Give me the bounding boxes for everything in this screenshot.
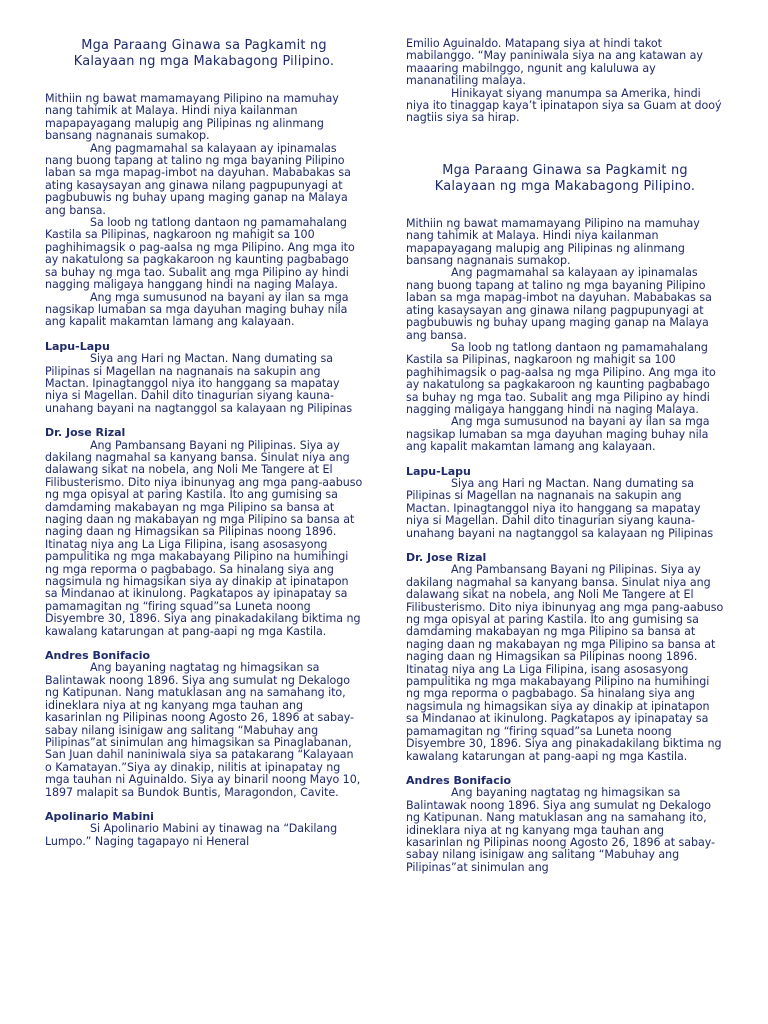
hero-heading-bonifacio: Andres Bonifacio [406,773,512,787]
hero-text-rizal: Ang Pambansang Bayani ng Pilipinas. Siya ay dakilang nagmahal sa kanyang bansa. Sinulat niya ang dalawang sikat na nobela, ang Noli Me Tangere at El Filibusterismo. Dito niya ibinunyag ang mga pang-aabuso ng mga opisyal at paring Kastila. Ito ang gumising sa damdaming makabayan ng mga Pilipino sa bansa at naging daan ng makabayan ng mga Pilipino sa bansa at naging daan ng Himagsikan sa Pilipinas noong 1896. Itinatag niya ang La Liga Filipina, isang asosasyong pampulitika ng mga makabayang Pilipino na humihingi ng mga reporma o pagbabago. Sa hinalang siya ang nagsimula ng himagsikan siya ay dinakip at ipinatapon sa Mindanao at ikinulong. Pagkatapos ay ipinapatay sa pamamagitan ng “firing squad”sa Luneta noong Disyembre 30, 1896. Siya ang pinakadakilang biktima ng kawalang katarungan at pang-aapi ng mga Kastila. [406,563,724,763]
hero-text-mabini: Si Apolinario Mabini ay tinawag na “Dakilang Lumpo.” Naging tagapayo ni Heneral [45,822,338,848]
hero-heading-lapu-lapu: Lapu-Lapu [406,464,471,478]
page-title [45,0,363,70]
intro-paragraph: Ang pagmamahal sa kalayaan ay ipinamalas nang buong tapang at talino ng mga bayaning Pilipino laban sa mga mapag-imbot na dayuhan. Mababakas sa ating kasaysayan ang ginawa nilang pagpupunyagi at pagbubuwis ng buhay upang maging ganap na Malaya ang bansa. [45,141,351,217]
hero-text-lapu-lapu: Siya ang Hari ng Mactan. Nang dumating sa Pilipinas si Magellan na nagnanais na sakupin ang Mactan. Ipinagtanggol niya ito hanggang sa mapatay niya si Magellan. Dahil dito tinagurian siyang kauna-unahang bayani na nagtanggol sa kalayaan ng Pilipinas [406,476,714,540]
title-period: . [690,178,696,194]
mabini-continuation [406,0,724,125]
left-column [45,0,363,1024]
hero-heading-mabini: Apolinario Mabini [45,809,154,823]
intro-paragraph: Mithiin ng bawat mamamayang Pilipino na mamuhay nang tahimik at Malaya. Hindi niya kailanman mapapayagang malupig ang Pilipinas ng alinmang bansang nagnanais sumakop. [406,216,700,268]
title-period: . [329,54,335,69]
mabini-text-continued: Hinikayat siyang manumpa sa Amerika, hindi niya ito tinaggap kaya’t ipinatapon siya sa Guam at dooý nagtiis siya sa hirap. [406,86,722,125]
hero-heading-rizal: Dr. Jose Rizal [406,551,487,564]
intro-paragraph: Ang mga sumusunod na bayani ay ilan sa mga nagsikap lumaban sa mga dayuhan maging buhay nila ang kapalit makamtan lamang ang kalayaan. [45,290,349,329]
hero-text-lapu-lapu: Siya ang Hari ng Mactan. Nang dumating sa Pilipinas si Magellan na nagnanais na sakupin ang Mactan. Ipinagtanggol niya ito hanggang sa mapatay niya si Magellan. Dahil dito tinagurian siyang kauna-unahang bayani na nagtanggol sa kalayaan ng Pilipinas [45,352,353,415]
intro-paragraph: Sa loob ng tatlong dantaon ng pamamahalang Kastila sa Pilipinas, nagkaroon ng mahigit sa 100 paghihimagsik o pag-aalsa ng mga Pilipino. Ang mga ito ay nakatulong sa pagkakaroon ng kaunting pagbabago sa buhay ng mga tao. Subalit ang mga Pilipino ay hindi nagging maligaya hanggang hindi na naging Malaya. [406,340,716,416]
right-column [406,0,724,1024]
hero-heading-bonifacio: Andres Bonifacio [45,649,151,663]
title-line-1: Mga Paraang Ginawa sa Pagkamit ng [442,162,688,178]
intro-paragraph: Ang pagmamahal sa kalayaan ay ipinamalas nang buong tapang at talino ng mga bayaning Pilipino laban sa mga mapag-imbot na dayuhan. Mababakas sa ating kasaysayan ang ginawa nilang pagpupunyagi at pagbubuwis ng buhay upang maging ganap na Malaya ang bansa. [406,266,712,342]
mabini-text-continued: Emilio Aguinaldo. Matapang siya at hindi takot mabilanggo. “May paniniwala siya na ang katawan ay maaaring mabilnggo, ngunit ang kaluluwa ay mananatiling malaya. [406,37,703,88]
hero-text-rizal: Ang Pambansang Bayani ng Pilipinas. Siya ay dakilang nagmahal sa kanyang bansa. Sinulat niya ang dalawang sikat na nobela, ang Noli Me Tangere at El Filibusterismo. Dito niya ibinunyag ang mga pang-aabuso ng mga opisyal at paring Kastila. Ito ang gumising sa damdaming makabayan ng mga Pilipino sa bansa at naging daan ng makabayan ng mga Pilipino sa bansa at naging daan ng Himagsikan sa Pilipinas noong 1896. Itinatag niya ang La Liga Filipina, isang asosasyong pampulitika ng mga makabayang Pilipino na humihingi ng mga reporma o pagbabago. Sa hinalang siya ang nagsimula ng himagsikan siya ay dinakip at ipinatapon sa Mindanao at ikinulong. Pagkatapos ay ipinapatay sa pamamagitan ng “firing squad”sa Luneta noong Disyembre 30, 1896. Siya ang pinakadakilang biktima ng kawalang katarungan at pang-aapi ng mga Kastila. [45,438,363,638]
hero-text-bonifacio-partial: Ang bayaning nagtatag ng himagsikan sa Balintawak noong 1896. Siya ang sumulat ng Dekalogo ng Katipunan. Nang matuklasan ang na samahang ito, idineklara niya at ng kanyang mga tauhan ang kasarinlan ng Pilipinas noong Agosto 26, 1896 at sabay-sabay nilang isinigaw ang salitang “Mabuhay ang Pilipinas”at sinimulan ang [406,786,715,874]
page-title-repeat [406,163,724,195]
intro-paragraph: Ang mga sumusunod na bayani ay ilan sa mga nagsikap lumaban sa mga dayuhan maging buhay nila ang kapalit makamtan lamang ang kalayaan. [406,415,710,454]
intro-paragraph: Sa loob ng tatlong dantaon ng pamamahalang Kastila sa Pilipinas, nagkaroon ng mahigit sa 100 paghihimagsik o pag-aalsa ng mga Pilipino. Ang mga ito ay nakatulong sa pagkakaroon ng kaunting pagbabago sa buhay ng mga tao. Subalit ang mga Pilipino ay hindi nagging maligaya hanggang hindi na naging Malaya. [45,216,355,292]
hero-text-bonifacio: Ang bayaning nagtatag ng himagsikan sa Balintawak noong 1896. Siya ang sumulat ng Dekalogo ng Katipunan. Nang matuklasan ang na samahang ito, idineklara niya at ng kanyang mga tauhan ang kasarinlan ng Pilipinas noong Agosto 26, 1896 at sabay-sabay nilang isinigaw ang salitang “Mabuhay ang Pilipinas”at sinimulan ang himagsikan sa Pinaglabanan, San Juan dahil naniniwala siya sa patakarang “Kalayaan o Kamatayan.”Siya ay dinakip, nilitis at ipinapatay ng mga tauhan ni Aguinaldo. Siya ay binaril noong Mayo 10, 1897 malapit sa Bundok Buntis, Maragondon, Cavite. [45,661,361,799]
title-line-1: Mga Paraang Ginawa sa Pagkamit ng [81,38,327,53]
hero-heading-lapu-lapu: Lapu-Lapu [45,339,110,353]
title-line-2: Kalayaan ng mga Makabagong Pilipino [73,54,330,69]
title-line-2: Kalayaan ng mga Makabagong Pilipino [434,178,691,194]
hero-heading-rizal: Dr. Jose Rizal [45,426,126,440]
intro-paragraph: Mithiin ng bawat mamamayang Pilipino na mamuhay nang tahimik at Malaya. Hindi niya kailanman mapapayagang malupig ang Pilipinas ng alinmang bansang nagnanais sumakop. [45,92,339,143]
